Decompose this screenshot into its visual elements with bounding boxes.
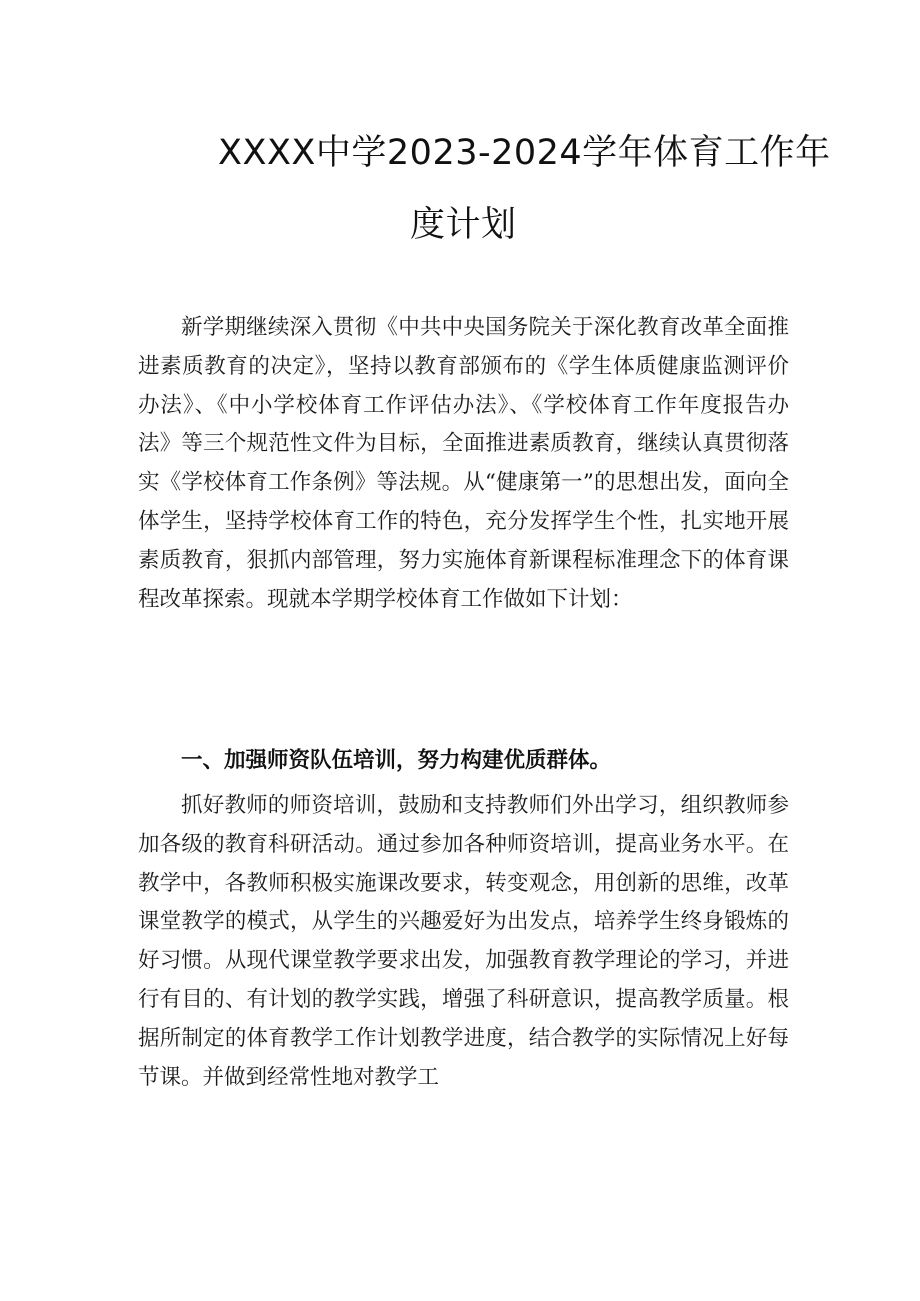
- section-1-paragraph: 抓好教师的师资培训，鼓励和支持教师们外出学习，组织教师参加各级的教育科研活动。通过参加各种师资培训，提高业务水平。在教学中，各教师积极实施课改要求，转变观念，用创新的思维，改革课堂教学的模式，从学生的兴趣爱好为出发点，培养学生终身锻炼的好习惯。从现代课堂教学要求出发，加强教育教学理论的学习，并进行有目的、有计划的教学实践，增强了科研意识，提高教学质量。根据所制定的体育教学工作计划教学进度，结合教学的实际情况上好每节课。并做到经常性地对教学工: [138, 793, 789, 1090]
- document-title-line-1: XXXX中学2023-2024学年体育工作年: [218, 133, 831, 173]
- section-heading-1: 一、加强师资队伍培训，努力构建优质群体。: [181, 748, 612, 773]
- document-title-line-2: 度计划: [410, 205, 517, 245]
- intro-paragraph: 新学期继续深入贯彻《中共中央国务院关于深化教育改革全面推进素质教育的决定》，坚持以教育部颁布的《学生体质健康监测评价办法》、《中小学校体育工作评估办法》、《学校体育工作年度报告办法》等三个规范性文件为目标，全面推进素质教育，继续认真贯彻落实《学校体育工作条例》等法规。从“健康第一”的思想出发，面向全体学生，坚持学校体育工作的特色，充分发挥学生个性，扎实地开展素质教育，狠抓内部管理，努力实施体育新课程标准理念下的体育课程改革探索。现就本学期学校体育工作做如下计划：: [138, 315, 789, 612]
